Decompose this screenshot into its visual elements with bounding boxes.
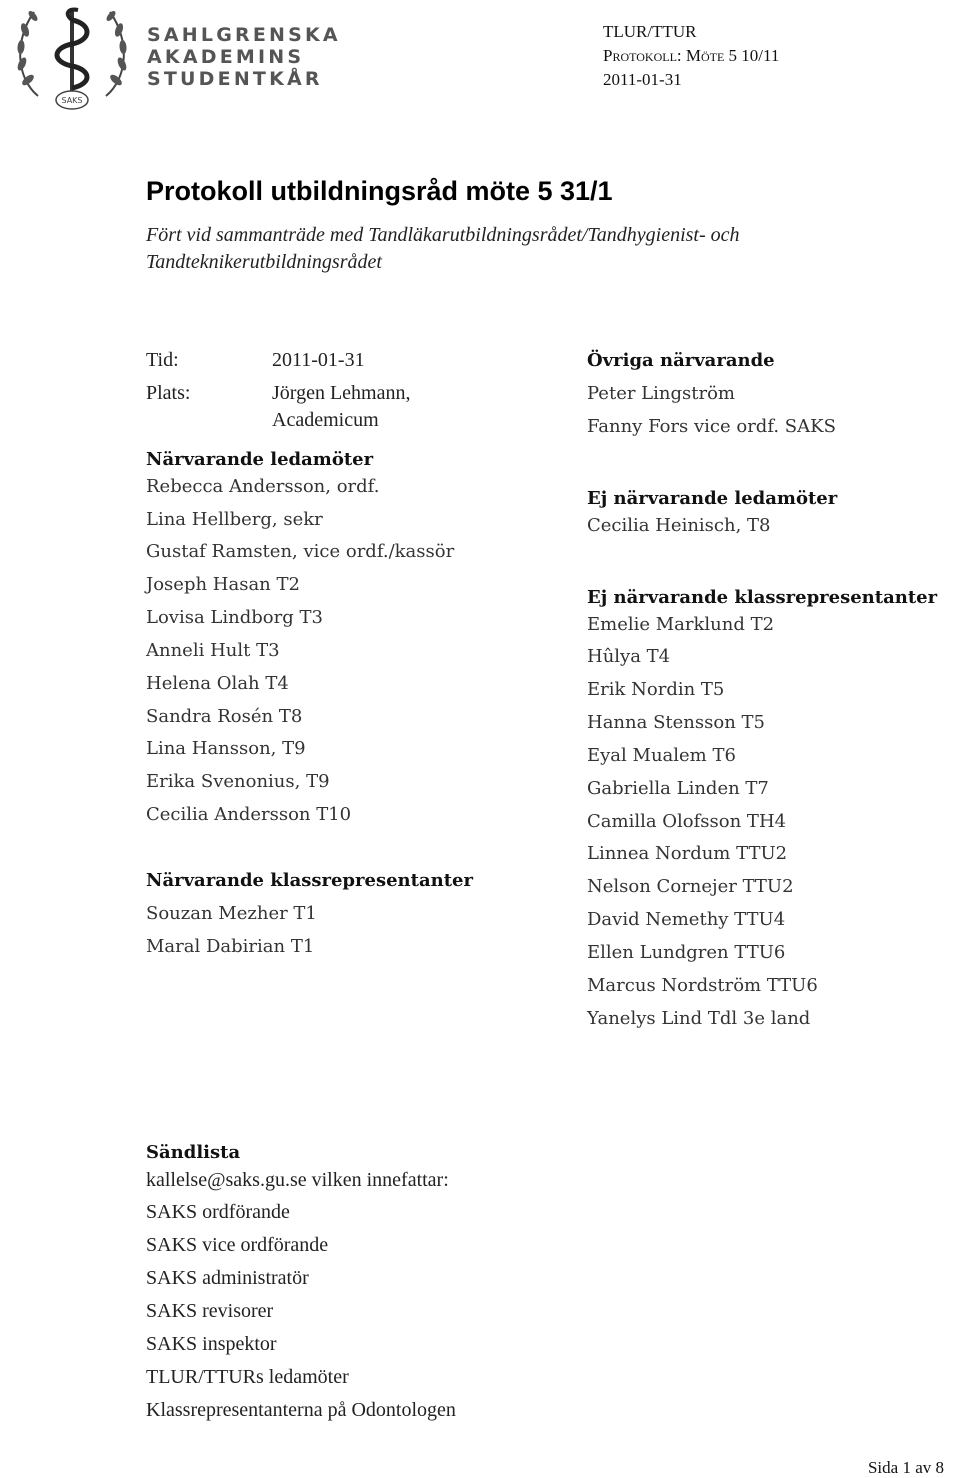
others-heading: Övriga närvarande <box>587 350 775 371</box>
member-item: Rebecca Andersson, ordf. <box>146 476 380 497</box>
member-item: Lina Hellberg, sekr <box>146 509 323 530</box>
plats-value-line-1: Jörgen Lehmann, <box>272 382 411 404</box>
member-item: Joseph Hasan T2 <box>146 574 300 595</box>
member-item: Gustaf Ramsten, vice ordf./kassör <box>146 541 455 562</box>
sendlist-item: SAKS ordförande <box>146 1201 290 1223</box>
sendlist-item: TLUR/TTURs ledamöter <box>146 1366 349 1388</box>
absent-rep-item: Erik Nordin T5 <box>587 679 725 700</box>
subtitle-line-2: Tandteknikerutbildningsrådet <box>146 251 382 273</box>
sendlist-email[interactable]: kallelse@saks.gu.se vilken innefattar: <box>146 1169 449 1191</box>
rep-item: Souzan Mezher T1 <box>146 903 317 924</box>
member-item: Anneli Hult T3 <box>146 640 280 661</box>
absent-rep-item: David Nemethy TTU4 <box>587 909 786 930</box>
plats-value-line-2: Academicum <box>272 409 379 431</box>
absent-rep-item: Marcus Nordström TTU6 <box>587 975 818 996</box>
sendlist-item: SAKS administratör <box>146 1267 309 1289</box>
absent-rep-item: Emelie Marklund T2 <box>587 614 775 635</box>
reps-heading: Närvarande klassrepresentanter <box>146 870 473 891</box>
absent-rep-item: Hûlya T4 <box>587 646 671 667</box>
absent-reps-heading: Ej närvarande klassrepresentanter <box>587 587 938 608</box>
members-heading: Närvarande ledamöter <box>146 449 374 470</box>
page-title: Protokoll utbildningsråd möte 5 31/1 <box>146 176 613 206</box>
member-item: Lina Hansson, T9 <box>146 738 306 759</box>
tid-label: Tid: <box>146 349 179 371</box>
svg-text:SAKS: SAKS <box>61 96 83 105</box>
sendlist-item: SAKS inspektor <box>146 1333 277 1355</box>
other-item: Fanny Fors vice ordf. SAKS <box>587 416 836 437</box>
sendlist-heading: Sändlista <box>146 1142 241 1163</box>
other-item: Peter Lingström <box>587 383 735 404</box>
member-item: Cecilia Andersson T10 <box>146 804 352 825</box>
absent-rep-item: Nelson Cornejer TTU2 <box>587 876 794 897</box>
subtitle-line-1: Fört vid sammanträde med Tandläkarutbildningsrådet/Tandhygienist- och <box>146 224 740 246</box>
member-item: Lovisa Lindborg T3 <box>146 607 323 628</box>
org-name-line-3: STUDENTKÅR <box>147 68 323 90</box>
header-committee: TLUR/TTUR <box>603 22 697 41</box>
tid-value: 2011-01-31 <box>272 349 365 371</box>
absent-rep-item: Camilla Olofsson TH4 <box>587 811 787 832</box>
org-name-line-2: AKADEMINS <box>147 46 305 68</box>
absent-rep-item: Ellen Lundgren TTU6 <box>587 942 786 963</box>
absent-rep-item: Linnea Nordum TTU2 <box>587 843 788 864</box>
page-number: Sida 1 av 8 <box>867 1458 944 1477</box>
header-protocol-ref: Protokoll: Möte 5 10/11 <box>603 46 780 65</box>
absent-members-heading: Ej närvarande ledamöter <box>587 488 838 509</box>
member-item: Erika Svenonius, T9 <box>146 771 330 792</box>
header-date: 2011-01-31 <box>603 70 682 89</box>
absent-rep-item: Yanelys Lind Tdl 3e land <box>587 1008 811 1029</box>
plats-label: Plats: <box>146 382 191 404</box>
absent-rep-item: Eyal Mualem T6 <box>587 745 736 766</box>
saks-logo <box>8 0 136 112</box>
org-name-line-1: SAHLGRENSKA <box>147 24 341 46</box>
sendlist-item: Klassrepresentanterna på Odontologen <box>146 1399 456 1421</box>
sendlist-item: SAKS revisorer <box>146 1300 274 1322</box>
member-item: Sandra Rosén T8 <box>146 706 303 727</box>
rep-item: Maral Dabirian T1 <box>146 936 315 957</box>
absent-rep-item: Hanna Stensson T5 <box>587 712 765 733</box>
member-item: Helena Olah T4 <box>146 673 289 694</box>
sendlist-item: SAKS vice ordförande <box>146 1234 329 1256</box>
absent-member-item: Cecilia Heinisch, T8 <box>587 515 771 536</box>
absent-rep-item: Gabriella Linden T7 <box>587 778 769 799</box>
